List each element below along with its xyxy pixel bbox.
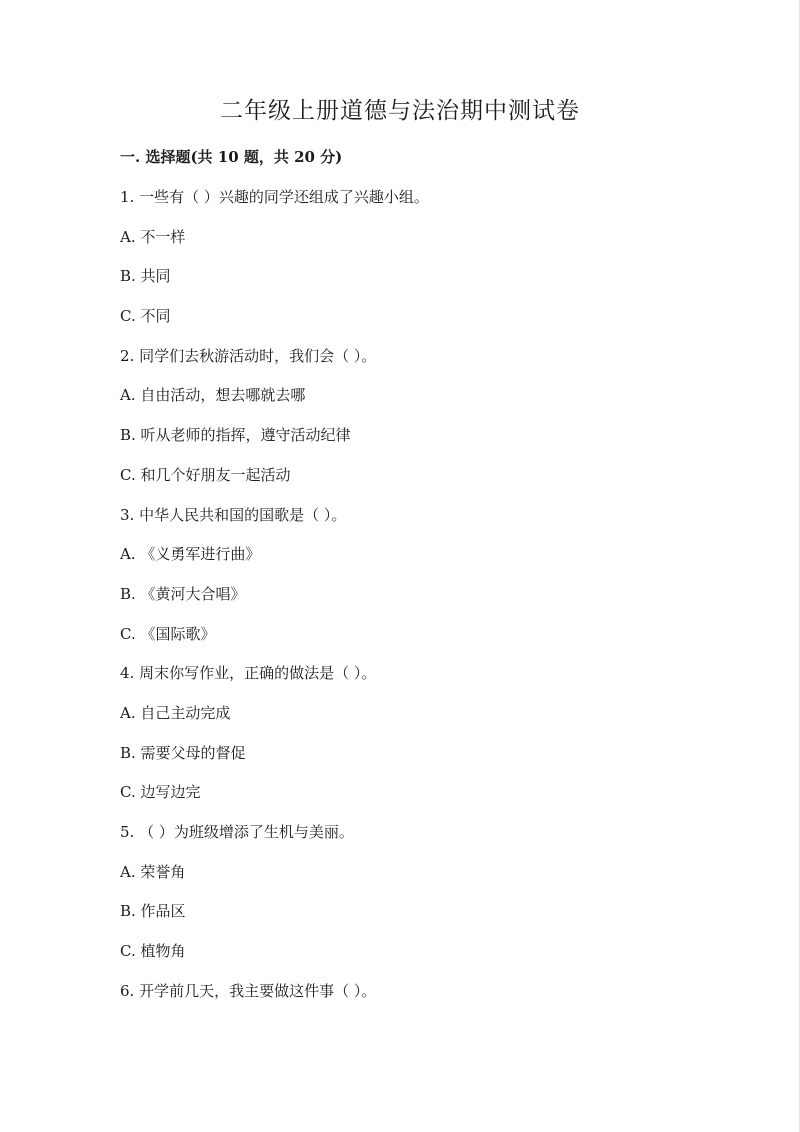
question-3-option-a: A. 《义勇军进行曲》 [120,545,261,564]
question-5-option-a: A. 荣誉角 [120,862,186,881]
question-5-option-b: B. 作品区 [120,902,186,921]
question-3-option-c: C. 《国际歌》 [120,624,216,643]
question-list [120,186,740,1019]
question-5: 5. （ ）为班级增添了生机与美丽。 [120,823,354,841]
question-3-option-b: B. 《黄河大合唱》 [120,584,246,603]
question-2-option-b: B. 听从老师的指挥，遵守活动纪律 [120,426,351,445]
question-1-option-b: B. 共同 [120,267,171,286]
exam-title: 二年级上册道德与法治期中测试卷 [220,98,580,124]
question-5-option-c: C. 植物角 [120,942,186,961]
question-4-option-c: C. 边写边完 [120,783,201,802]
question-4-option-b: B. 需要父母的督促 [120,743,246,762]
question-1-option-a: A. 不一样 [120,227,186,246]
question-2: 2. 同学们去秋游活动时，我们会（ ）。 [120,346,377,365]
question-4-option-a: A. 自己主动完成 [120,703,231,722]
question-1: 1. 一些有（ ）兴趣的同学还组成了兴趣小组。 [120,188,429,206]
question-2-option-a: A. 自由活动，想去哪就去哪 [120,386,306,405]
question-1-option-c: C. 不同 [120,307,171,326]
section-heading: 一. 选择题(共 10 题，共 20 分) [120,148,343,166]
question-3: 3. 中华人民共和国的国歌是（ ）。 [120,505,347,524]
question-2-option-c: C. 和几个好朋友一起活动 [120,465,291,484]
question-6: 6. 开学前几天，我主要做这件事（ ）。 [120,981,377,1000]
question-4: 4. 周末你写作业，正确的做法是（ ）。 [120,664,377,683]
